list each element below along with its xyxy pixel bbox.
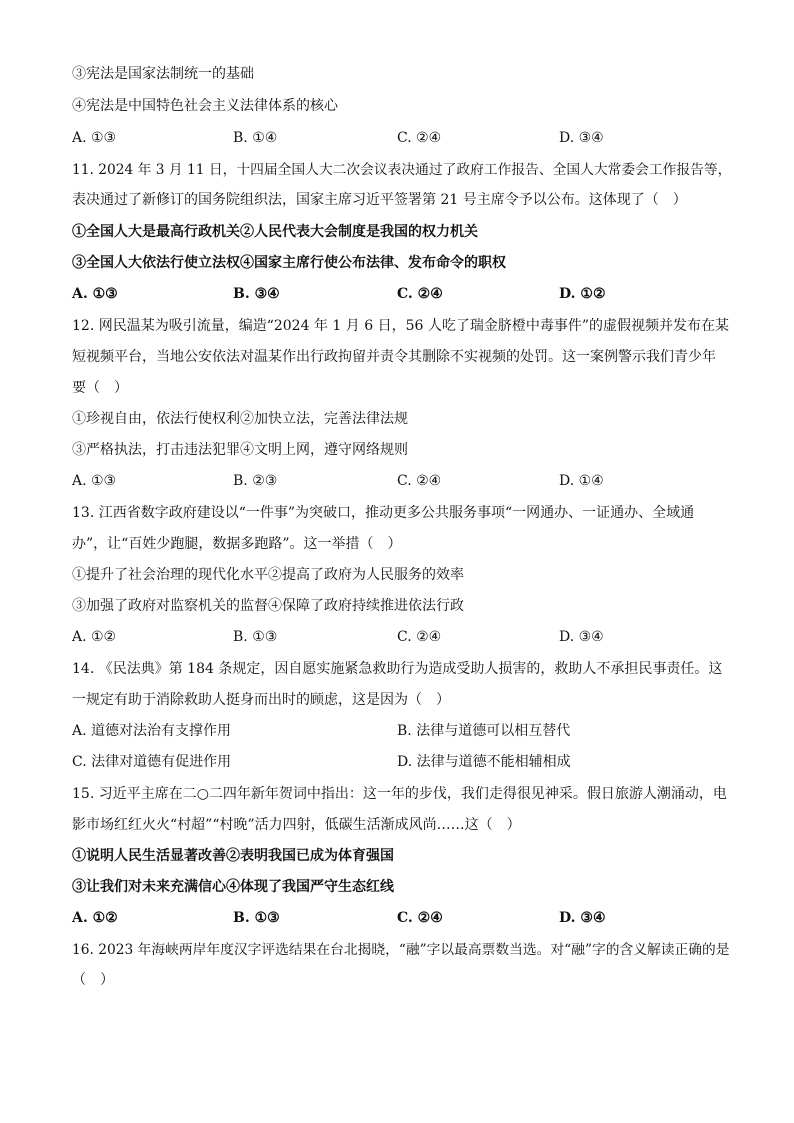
q14-option-a[interactable]: A. 道德对法治有支撑作用 bbox=[72, 723, 232, 739]
question-13-statements-1-2: ①提升了社会治理的现代化水平②提高了政府为人民服务的效率 bbox=[72, 567, 464, 583]
option-b[interactable]: B. ①④ bbox=[233, 130, 278, 146]
question-12-stem-line-2: 短视频平台，当地公安依法对温某作出行政拘留并责令其删除不实视频的处罚。这一案例警示我们青少年 bbox=[72, 349, 716, 365]
question-15-options bbox=[72, 908, 732, 928]
q13-option-d[interactable]: D. ③④ bbox=[559, 629, 604, 645]
q15-option-a[interactable]: A. ①② bbox=[72, 910, 118, 926]
q12-option-a[interactable]: A. ①③ bbox=[72, 473, 117, 489]
question-16-stem-line-2: （ ） bbox=[72, 972, 114, 988]
q15-option-d[interactable]: D. ③④ bbox=[559, 910, 606, 926]
question-11-statements-3-4: ③全国人大依法行使立法权④国家主席行使公布法律、发布命令的职权 bbox=[72, 255, 506, 271]
question-16-stem-line-1: 16. 2023 年海峡两岸年度汉字评选结果在台北揭晓，“融”字以最高票数当选。对“融”字的含义解读正确的是 bbox=[72, 942, 730, 958]
q11-option-c[interactable]: C. ②④ bbox=[397, 286, 443, 302]
question-12-stem-line-1: 12. 网民温某为吸引流量，编造“2024 年 1 月 6 日，56 人吃了瑞金脐橙中毒事件”的虚假视频并发布在某 bbox=[72, 318, 729, 334]
q13-option-c[interactable]: C. ②④ bbox=[397, 629, 442, 645]
q11-option-b[interactable]: B. ③④ bbox=[233, 286, 280, 302]
question-15-stem-line-2: 影市场红红火火“村超”“村晚”活力四射，低碳生活渐成风尚……这（ ） bbox=[72, 817, 521, 833]
question-11-stem-line-1: 11. 2024 年 3 月 11 日，十四届全国人大二次会议表决通过了政府工作报告、全国人大常委会工作报告等， bbox=[72, 162, 732, 178]
option-c[interactable]: C. ②④ bbox=[397, 130, 442, 146]
q12-option-d[interactable]: D. ①④ bbox=[559, 473, 604, 489]
question-14-options-row-1 bbox=[72, 721, 732, 741]
option-d[interactable]: D. ③④ bbox=[559, 130, 604, 146]
question-13-stem-line-2: 办”，让“百姓少跑腿，数据多跑路”。这一举措（ ） bbox=[72, 536, 402, 552]
question-12-stem-line-3: 要（ ） bbox=[72, 380, 128, 396]
question-11-options bbox=[72, 284, 732, 304]
q12-option-b[interactable]: B. ②③ bbox=[233, 473, 278, 489]
q15-option-c[interactable]: C. ②④ bbox=[397, 910, 443, 926]
q11-option-a[interactable]: A. ①③ bbox=[72, 286, 118, 302]
question-14-stem-line-2: 一规定有助于消除救助人挺身而出时的顾虑，这是因为（ ） bbox=[72, 692, 450, 708]
option-a[interactable]: A. ①③ bbox=[72, 130, 117, 146]
q14-option-d[interactable]: D. 法律与道德不能相辅相成 bbox=[397, 754, 571, 770]
question-13-options bbox=[72, 627, 732, 647]
statement-4: ④宪法是中国特色社会主义法律体系的核心 bbox=[72, 98, 338, 114]
q12-option-c[interactable]: C. ②④ bbox=[397, 473, 442, 489]
question-12-options bbox=[72, 471, 732, 491]
question-14-options-row-2 bbox=[72, 752, 732, 772]
q13-option-b[interactable]: B. ①③ bbox=[233, 629, 278, 645]
q14-option-c[interactable]: C. 法律对道德有促进作用 bbox=[72, 754, 232, 770]
options-row bbox=[72, 128, 732, 148]
q13-option-a[interactable]: A. ①② bbox=[72, 629, 117, 645]
q15-option-b[interactable]: B. ①③ bbox=[233, 910, 280, 926]
question-15-statements-3-4: ③让我们对未来充满信心④体现了我国严守生态红线 bbox=[72, 879, 394, 895]
question-12-statements-1-2: ①珍视自由，依法行使权利②加快立法，完善法律法规 bbox=[72, 411, 408, 427]
question-15-statements-1-2: ①说明人民生活显著改善②表明我国已成为体育强国 bbox=[72, 848, 394, 864]
question-12-statements-3-4: ③严格执法，打击违法犯罪④文明上网，遵守网络规则 bbox=[72, 442, 408, 458]
question-13-statements-3-4: ③加强了政府对监察机关的监督④保障了政府持续推进依法行政 bbox=[72, 598, 464, 614]
question-13-stem-line-1: 13. 江西省数字政府建设以“一件事”为突破口，推动更多公共服务事项“一网通办、一证通办、全域通 bbox=[72, 505, 695, 521]
q11-option-d[interactable]: D. ①② bbox=[559, 286, 606, 302]
question-11-statements-1-2: ①全国人大是最高行政机关②人民代表大会制度是我国的权力机关 bbox=[72, 224, 478, 240]
q14-option-b[interactable]: B. 法律与道德可以相互替代 bbox=[397, 723, 571, 739]
question-11-stem-line-2: 表决通过了新修订的国务院组织法，国家主席习近平签署第 21 号主席令予以公布。这体现了（ ） bbox=[72, 192, 687, 208]
question-15-stem-line-1: 15. 习近平主席在二○二四年新年贺词中指出：这一年的步伐，我们走得很见神采。假日旅游人潮涌动，电 bbox=[72, 786, 727, 802]
question-14-stem-line-1: 14. 《民法典》第 184 条规定，因自愿实施紧急救助行为造成受助人损害的，救助人不承担民事责任。这 bbox=[72, 661, 723, 677]
statement-3: ③宪法是国家法制统一的基础 bbox=[72, 66, 254, 82]
